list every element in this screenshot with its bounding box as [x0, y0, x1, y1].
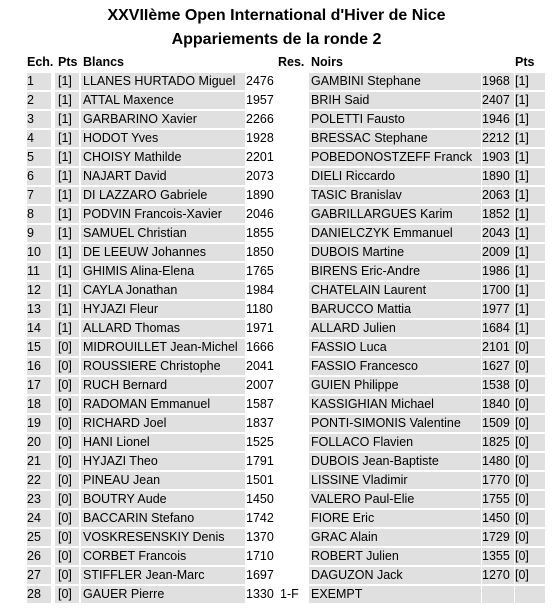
header-pts: Pts: [58, 55, 78, 69]
white-points: [0]: [55, 415, 79, 432]
table-row: [0, 224, 553, 243]
white-rating: 1330: [246, 587, 274, 601]
white-points: [1]: [55, 244, 79, 261]
white-points: [1]: [55, 130, 79, 147]
table-row: [0, 281, 553, 300]
table-row: [0, 395, 553, 414]
white-points: [0]: [55, 434, 79, 451]
black-points: [0]: [515, 434, 545, 451]
white-rating: 1765: [246, 264, 274, 278]
result: [280, 282, 308, 299]
white-points: [0]: [55, 586, 79, 603]
black-player: DIELI Riccardo: [309, 168, 481, 185]
white-points: [1]: [55, 168, 79, 185]
document-title: XXVIIème Open International d'Hiver de Nice: [107, 7, 446, 24]
black-player: DUBOIS Jean-Baptiste: [309, 453, 481, 470]
table-row: [0, 547, 553, 566]
black-points: [0]: [515, 377, 545, 394]
white-rating: 1791: [246, 454, 274, 468]
black-points: [1]: [515, 149, 545, 166]
white-rating: 2041: [246, 359, 274, 373]
white-points: [1]: [55, 73, 79, 90]
black-player: KASSIGHIAN Michael: [309, 396, 481, 413]
white-points: [1]: [55, 149, 79, 166]
result: [280, 149, 308, 166]
black-rating: 2043: [482, 225, 514, 242]
white-player: HODOT Yves: [81, 130, 245, 147]
black-player: DUBOIS Martine: [309, 244, 481, 261]
header-blancs: Blancs: [83, 55, 124, 69]
result: [280, 111, 308, 128]
black-player: DAGUZON Jack: [309, 567, 481, 584]
white-player: SAMUEL Christian: [81, 225, 245, 242]
black-points: [1]: [515, 206, 545, 223]
white-points: [0]: [55, 358, 79, 375]
white-points: [0]: [55, 529, 79, 546]
white-rating: 2266: [246, 112, 274, 126]
table-row: [0, 357, 553, 376]
black-player: BIRENS Eric-Andre: [309, 263, 481, 280]
black-rating: 1480: [482, 453, 514, 470]
table-row: [0, 566, 553, 585]
table-row: [0, 129, 553, 148]
white-player: CORBET Francois: [81, 548, 245, 565]
table-row: [0, 376, 553, 395]
result: [280, 244, 308, 261]
black-points: [1]: [515, 263, 545, 280]
black-points: [0]: [515, 567, 545, 584]
black-rating: 1968: [482, 73, 514, 90]
white-rating: 2007: [246, 378, 274, 392]
board-number: 9: [27, 225, 51, 242]
board-number: 2: [27, 92, 51, 109]
result: [280, 453, 308, 470]
white-points: [0]: [55, 510, 79, 527]
table-row: [0, 471, 553, 490]
white-rating: 1180: [246, 302, 273, 316]
table-row: [0, 433, 553, 452]
black-rating: 1355: [482, 548, 514, 565]
result: [280, 358, 308, 375]
result: [280, 472, 308, 489]
black-player: GRAC Alain: [309, 529, 481, 546]
white-rating: 1587: [246, 397, 274, 411]
black-rating: 1890: [482, 168, 514, 185]
black-points: [1]: [515, 282, 545, 299]
white-points: [0]: [55, 491, 79, 508]
black-points: [0]: [515, 415, 545, 432]
result: [280, 510, 308, 527]
black-player: ALLARD Julien: [309, 320, 481, 337]
white-player: RUCH Bernard: [81, 377, 245, 394]
table-row: [0, 243, 553, 262]
white-player: PINEAU Jean: [81, 472, 245, 489]
result: [280, 225, 308, 242]
black-rating: [482, 586, 514, 603]
black-points: [0]: [515, 396, 545, 413]
black-points: [1]: [515, 73, 545, 90]
board-number: 23: [27, 491, 51, 508]
header-pts-right: Pts: [515, 55, 535, 69]
table-row: [0, 262, 553, 281]
header-ech: Ech.: [27, 55, 54, 69]
board-number: 13: [27, 301, 51, 318]
board-number: 4: [27, 130, 51, 147]
board-number: 16: [27, 358, 51, 375]
white-points: [1]: [55, 92, 79, 109]
white-rating: 1450: [246, 492, 274, 506]
black-player: POBEDONOSTZEFF Franck: [309, 149, 481, 166]
white-rating: 1742: [246, 511, 274, 525]
black-rating: 1700: [482, 282, 514, 299]
black-points: [0]: [515, 472, 545, 489]
result: [280, 73, 308, 90]
result: [280, 491, 308, 508]
result: [280, 415, 308, 432]
black-player: PONTI-SIMONIS Valentine: [309, 415, 481, 432]
white-player: ALLARD Thomas: [81, 320, 245, 337]
board-number: 10: [27, 244, 51, 261]
black-points: [0]: [515, 339, 545, 356]
board-number: 19: [27, 415, 51, 432]
board-number: 24: [27, 510, 51, 527]
white-points: [0]: [55, 472, 79, 489]
table-row: [0, 414, 553, 433]
black-player: BARUCCO Mattia: [309, 301, 481, 318]
white-player: VOSKRESENSKIY Denis: [81, 529, 245, 546]
black-rating: 1509: [482, 415, 514, 432]
white-player: BOUTRY Aude: [81, 491, 245, 508]
black-player: VALERO Paul-Elie: [309, 491, 481, 508]
black-player: POLETTI Fausto: [309, 111, 481, 128]
white-player: RICHARD Joel: [81, 415, 245, 432]
black-rating: 2407: [482, 92, 514, 109]
white-player: DI LAZZARO Gabriele: [81, 187, 245, 204]
white-rating: 1837: [246, 416, 274, 430]
board-number: 26: [27, 548, 51, 565]
result: [280, 92, 308, 109]
black-rating: 1729: [482, 529, 514, 546]
white-player: HYJAZI Theo: [81, 453, 245, 470]
black-points: [0]: [515, 510, 545, 527]
white-rating: 2073: [246, 169, 274, 183]
black-rating: 1977: [482, 301, 514, 318]
white-rating: 1890: [246, 188, 274, 202]
board-number: 21: [27, 453, 51, 470]
result: [280, 567, 308, 584]
result: [280, 130, 308, 147]
black-player: DANIELCZYK Emmanuel: [309, 225, 481, 242]
white-player: GHIMIS Alina-Elena: [81, 263, 245, 280]
white-rating: 1850: [246, 245, 274, 259]
result: [280, 548, 308, 565]
white-points: [1]: [55, 320, 79, 337]
table-row: [0, 300, 553, 319]
white-points: [1]: [55, 301, 79, 318]
white-rating: 1928: [246, 131, 274, 145]
black-player: BRIH Said: [309, 92, 481, 109]
table-row: [0, 338, 553, 357]
black-points: [1]: [515, 320, 545, 337]
white-points: [0]: [55, 453, 79, 470]
black-rating: 1986: [482, 263, 514, 280]
black-points: [1]: [515, 111, 545, 128]
black-player: FASSIO Francesco: [309, 358, 481, 375]
board-number: 1: [27, 73, 51, 90]
black-player: FASSIO Luca: [309, 339, 481, 356]
black-player: GUIEN Philippe: [309, 377, 481, 394]
black-rating: 1684: [482, 320, 514, 337]
black-rating: 1450: [482, 510, 514, 527]
black-rating: 1538: [482, 377, 514, 394]
table-row: [0, 205, 553, 224]
black-rating: 1270: [482, 567, 514, 584]
white-player: GARBARINO Xavier: [81, 111, 245, 128]
result: [280, 206, 308, 223]
white-player: HYJAZI Fleur: [81, 301, 245, 318]
black-rating: 1840: [482, 396, 514, 413]
table-row: [0, 186, 553, 205]
black-points: [0]: [515, 491, 545, 508]
result: 1-F: [280, 587, 299, 601]
black-player: CHATELAIN Laurent: [309, 282, 481, 299]
white-player: ROUSSIERE Christophe: [81, 358, 245, 375]
black-points: [1]: [515, 168, 545, 185]
black-player: FOLLACO Flavien: [309, 434, 481, 451]
white-player: LLANES HURTADO Miguel: [81, 73, 245, 90]
header-noirs: Noirs: [311, 55, 343, 69]
white-player: GAUER Pierre: [81, 586, 245, 603]
result: [280, 434, 308, 451]
white-points: [0]: [55, 377, 79, 394]
board-number: 5: [27, 149, 51, 166]
white-points: [1]: [55, 111, 79, 128]
result: [280, 396, 308, 413]
black-points: [0]: [515, 358, 545, 375]
white-rating: 1855: [246, 226, 274, 240]
black-points: [0]: [515, 453, 545, 470]
white-points: [1]: [55, 263, 79, 280]
board-number: 27: [27, 567, 51, 584]
board-number: 22: [27, 472, 51, 489]
white-player: HANI Lionel: [81, 434, 245, 451]
white-rating: 1697: [246, 568, 274, 582]
result: [280, 377, 308, 394]
white-points: [0]: [55, 567, 79, 584]
table-row: [0, 91, 553, 110]
black-points: [1]: [515, 130, 545, 147]
black-points: [515, 586, 545, 603]
black-points: [1]: [515, 92, 545, 109]
white-player: CAYLA Jonathan: [81, 282, 245, 299]
black-points: [1]: [515, 187, 545, 204]
white-points: [0]: [55, 339, 79, 356]
board-number: 17: [27, 377, 51, 394]
white-rating: 1957: [246, 93, 274, 107]
white-rating: 1710: [246, 549, 274, 563]
board-number: 3: [27, 111, 51, 128]
table-row: [0, 319, 553, 338]
white-player: NAJART David: [81, 168, 245, 185]
header-res: Res.: [278, 55, 305, 69]
board-number: 28: [27, 586, 51, 603]
black-rating: 1770: [482, 472, 514, 489]
board-number: 8: [27, 206, 51, 223]
result: [280, 320, 308, 337]
result: [280, 339, 308, 356]
board-number: 6: [27, 168, 51, 185]
white-player: RADOMAN Emmanuel: [81, 396, 245, 413]
table-row: [0, 148, 553, 167]
result: [280, 301, 308, 318]
black-player: EXEMPT: [309, 586, 481, 603]
board-number: 11: [27, 263, 51, 280]
table-row: [0, 528, 553, 547]
white-player: CHOISY Mathilde: [81, 149, 245, 166]
black-rating: 1825: [482, 434, 514, 451]
document-subtitle: Appariements de la ronde 2: [171, 31, 382, 48]
white-points: [1]: [55, 187, 79, 204]
black-points: [1]: [515, 225, 545, 242]
white-points: [1]: [55, 225, 79, 242]
board-number: 14: [27, 320, 51, 337]
result: [280, 263, 308, 280]
result: [280, 168, 308, 185]
black-rating: 1903: [482, 149, 514, 166]
white-rating: 2046: [246, 207, 274, 221]
black-rating: 2101: [482, 339, 514, 356]
white-rating: 2476: [246, 74, 274, 88]
black-points: [0]: [515, 548, 545, 565]
white-points: [1]: [55, 206, 79, 223]
board-number: 25: [27, 529, 51, 546]
black-points: [0]: [515, 529, 545, 546]
table-row: [0, 509, 553, 528]
result: [280, 529, 308, 546]
black-player: TASIC Branislav: [309, 187, 481, 204]
white-rating: 1971: [246, 321, 274, 335]
black-player: BRESSAC Stephane: [309, 130, 481, 147]
board-number: 12: [27, 282, 51, 299]
white-points: [0]: [55, 396, 79, 413]
table-row: [0, 72, 553, 91]
white-points: [1]: [55, 282, 79, 299]
black-player: LISSINE Vladimir: [309, 472, 481, 489]
black-player: GAMBINI Stephane: [309, 73, 481, 90]
black-rating: 1852: [482, 206, 514, 223]
white-rating: 1525: [246, 435, 274, 449]
board-number: 7: [27, 187, 51, 204]
white-points: [0]: [55, 548, 79, 565]
white-player: DE LEEUW Johannes: [81, 244, 245, 261]
board-number: 15: [27, 339, 51, 356]
black-player: ROBERT Julien: [309, 548, 481, 565]
black-player: FIORE Eric: [309, 510, 481, 527]
result: [280, 187, 308, 204]
black-points: [1]: [515, 301, 545, 318]
black-rating: 2212: [482, 130, 514, 147]
white-player: ATTAL Maxence: [81, 92, 245, 109]
table-row: [0, 490, 553, 509]
black-points: [1]: [515, 244, 545, 261]
white-rating: 2201: [246, 150, 274, 164]
table-row: [0, 110, 553, 129]
white-player: MIDROUILLET Jean-Michel: [81, 339, 245, 356]
black-rating: 1946: [482, 111, 514, 128]
white-player: PODVIN Francois-Xavier: [81, 206, 245, 223]
black-rating: 1755: [482, 491, 514, 508]
white-rating: 1984: [246, 283, 274, 297]
black-rating: 1627: [482, 358, 514, 375]
table-row: [0, 167, 553, 186]
white-rating: 1370: [246, 530, 274, 544]
board-number: 20: [27, 434, 51, 451]
white-rating: 1501: [246, 473, 274, 487]
black-rating: 2063: [482, 187, 514, 204]
black-player: GABRILLARGUES Karim: [309, 206, 481, 223]
table-row: [0, 452, 553, 471]
table-row: [0, 585, 553, 604]
white-player: STIFFLER Jean-Marc: [81, 567, 245, 584]
white-rating: 1666: [246, 340, 274, 354]
white-player: BACCARIN Stefano: [81, 510, 245, 527]
board-number: 18: [27, 396, 51, 413]
black-rating: 2009: [482, 244, 514, 261]
